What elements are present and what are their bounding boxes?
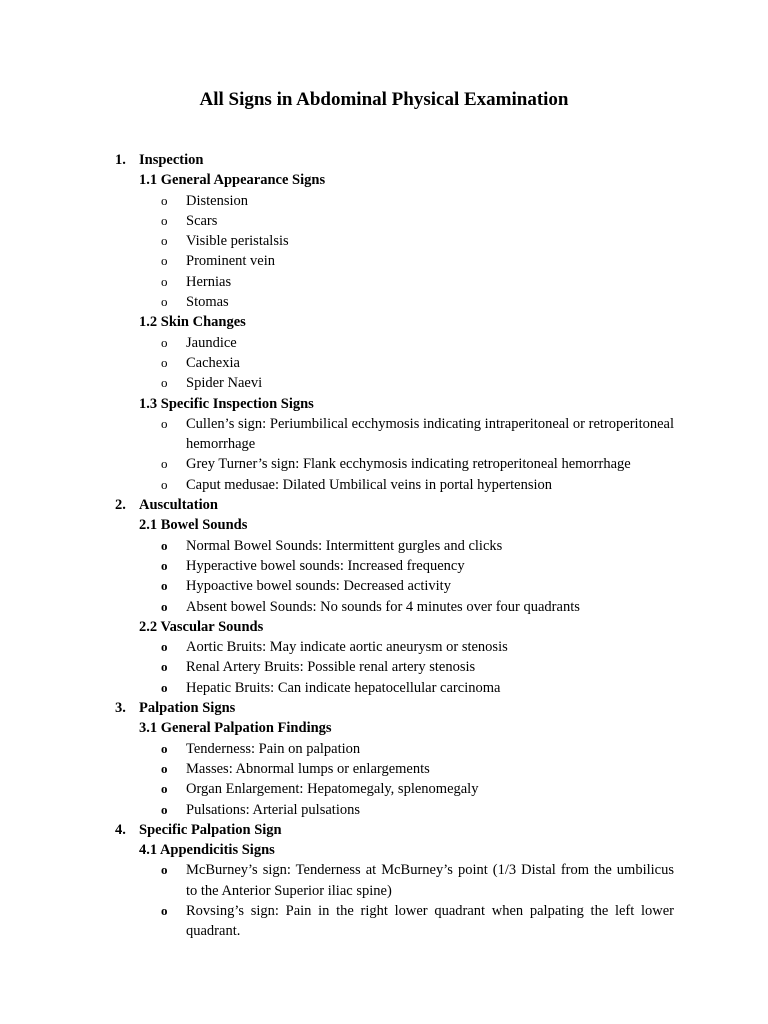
list-item-text: Cachexia bbox=[186, 354, 240, 371]
list-item bbox=[0, 272, 768, 292]
section-heading bbox=[0, 495, 768, 515]
list-item bbox=[0, 251, 768, 271]
bullet-marker: o bbox=[161, 456, 168, 472]
bullet-marker: o bbox=[161, 334, 168, 350]
section-title: Specific Palpation Sign bbox=[139, 821, 282, 838]
section-number: 3. bbox=[115, 700, 126, 717]
subsection-heading: 1.3 Specific Inspection Signs bbox=[139, 395, 314, 412]
list-item-text: Rovsing’s sign: Pain in the right lower quadrant when palpating the left lower quadrant. bbox=[186, 902, 674, 940]
bullet-marker: o bbox=[161, 639, 168, 655]
bullet-marker: o bbox=[161, 476, 168, 492]
bullet-marker: o bbox=[161, 273, 168, 289]
list-item bbox=[0, 414, 768, 455]
bullet-marker: o bbox=[161, 760, 168, 776]
bullet-marker: o bbox=[161, 902, 168, 918]
bullet-marker: o bbox=[161, 233, 168, 249]
list-item bbox=[0, 759, 768, 779]
subsection-heading: 1.1 General Appearance Signs bbox=[139, 172, 326, 189]
list-item-text: McBurney’s sign: Tenderness at McBurney’s point (1/3 Distal from the umbilicus to the Anterior Superior iliac spine) bbox=[186, 862, 674, 899]
section-heading bbox=[0, 698, 768, 718]
list-item bbox=[0, 353, 768, 373]
list-item bbox=[0, 373, 768, 393]
bullet-marker: o bbox=[161, 659, 168, 675]
list-item bbox=[0, 231, 768, 251]
list-item-text: Hernias bbox=[186, 273, 232, 290]
bullet-marker: o bbox=[161, 192, 168, 208]
list-item bbox=[0, 576, 768, 596]
bullet-marker: o bbox=[161, 354, 168, 370]
list-item-text: Hepatic Bruits: Can indicate hepatocellular carcinoma bbox=[186, 679, 501, 696]
bullet-marker: o bbox=[161, 679, 168, 695]
subsection-heading: 3.1 General Palpation Findings bbox=[139, 720, 332, 737]
bullet-marker: o bbox=[161, 862, 168, 878]
section-heading bbox=[0, 820, 768, 840]
list-item bbox=[0, 292, 768, 312]
section-title: Auscultation bbox=[139, 497, 218, 514]
list-item-text: Cullen’s sign: Periumbilical ecchymosis indicating intraperitoneal or retroperitoneal hemorrhage bbox=[186, 415, 674, 453]
list-item-text: Grey Turner’s sign: Flank ecchymosis indicating retroperitoneal hemorrhage bbox=[186, 456, 631, 473]
list-item-text: Distension bbox=[186, 192, 249, 209]
bullet-marker: o bbox=[161, 415, 168, 431]
list-item bbox=[0, 536, 768, 556]
list-item bbox=[0, 211, 768, 231]
section-number: 4. bbox=[115, 821, 126, 838]
list-item-text: Caput medusae: Dilated Umbilical veins in portal hypertension bbox=[186, 476, 553, 493]
list-item-text: Organ Enlargement: Hepatomegaly, splenomegaly bbox=[186, 781, 479, 798]
list-item-text: Prominent vein bbox=[186, 253, 276, 270]
bullet-marker: o bbox=[161, 598, 168, 614]
list-item-text: Pulsations: Arterial pulsations bbox=[186, 801, 360, 818]
section-heading bbox=[0, 150, 768, 170]
bullet-marker: o bbox=[161, 781, 168, 797]
list-item-text: Scars bbox=[186, 212, 218, 229]
list-item-text: Aortic Bruits: May indicate aortic aneurysm or stenosis bbox=[186, 639, 508, 656]
list-item bbox=[0, 779, 768, 799]
list-item bbox=[0, 678, 768, 698]
list-item-text: Masses: Abnormal lumps or enlargements bbox=[186, 760, 430, 777]
bullet-marker: o bbox=[161, 375, 168, 391]
list-item-text: Spider Naevi bbox=[186, 375, 263, 392]
subsection-heading: 2.1 Bowel Sounds bbox=[139, 517, 248, 534]
bullet-marker: o bbox=[161, 557, 168, 573]
list-item bbox=[0, 739, 768, 759]
list-item bbox=[0, 860, 768, 901]
bullet-marker: o bbox=[161, 537, 168, 553]
section-title: Inspection bbox=[139, 152, 204, 168]
list-item bbox=[0, 800, 768, 820]
list-item-text: Hypoactive bowel sounds: Decreased activity bbox=[186, 578, 451, 595]
subsection-heading: 2.2 Vascular Sounds bbox=[139, 618, 264, 635]
subsection-heading: 4.1 Appendicitis Signs bbox=[139, 842, 275, 859]
bullet-marker: o bbox=[161, 294, 168, 310]
subsection-heading: 1.2 Skin Changes bbox=[139, 314, 246, 331]
list-item bbox=[0, 556, 768, 576]
bullet-marker: o bbox=[161, 212, 168, 228]
bullet-marker: o bbox=[161, 801, 168, 817]
list-item-text: Hyperactive bowel sounds: Increased frequency bbox=[186, 557, 465, 574]
section-title: Palpation Signs bbox=[139, 700, 236, 717]
list-item bbox=[0, 454, 768, 474]
list-item-text: Normal Bowel Sounds: Intermittent gurgles and clicks bbox=[186, 537, 503, 554]
bullet-marker: o bbox=[161, 253, 168, 269]
list-item bbox=[0, 637, 768, 657]
list-item bbox=[0, 475, 768, 495]
list-item-text: Renal Artery Bruits: Possible renal artery stenosis bbox=[186, 659, 476, 676]
section-number: 1. bbox=[115, 152, 126, 168]
list-item-text: Stomas bbox=[186, 294, 229, 311]
list-item-text: Jaundice bbox=[186, 334, 237, 351]
document-body bbox=[0, 150, 768, 942]
list-item bbox=[0, 191, 768, 211]
list-item-text: Tenderness: Pain on palpation bbox=[186, 740, 361, 757]
list-item bbox=[0, 597, 768, 617]
list-item-text: Absent bowel Sounds: No sounds for 4 minutes over four quadrants bbox=[186, 598, 580, 615]
list-item bbox=[0, 333, 768, 353]
list-item bbox=[0, 657, 768, 677]
section-number: 2. bbox=[115, 497, 126, 514]
page-title: All Signs in Abdominal Physical Examination bbox=[199, 89, 569, 110]
list-item bbox=[0, 901, 768, 942]
bullet-marker: o bbox=[161, 578, 168, 594]
list-item-text: Visible peristalsis bbox=[186, 233, 289, 250]
bullet-marker: o bbox=[161, 740, 168, 756]
